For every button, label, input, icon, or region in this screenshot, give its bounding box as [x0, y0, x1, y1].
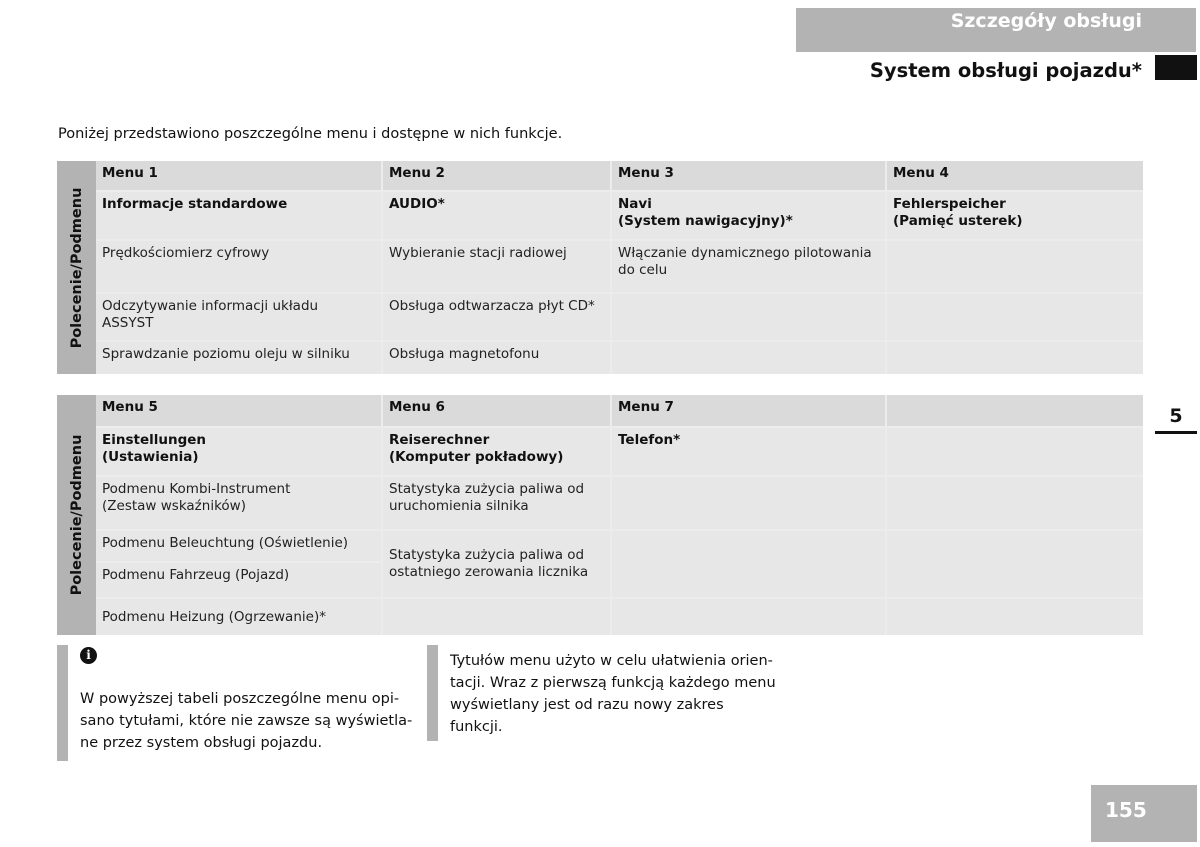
side-label-text: Polecenie/Podmenu [68, 434, 85, 596]
menu-title-4: Fehlerspeicher (Pamięć usterek) [887, 192, 1143, 239]
table-cell [887, 241, 1143, 292]
header-menu-5: Menu 5 [96, 395, 381, 426]
table-cell: Statystyka zużycia paliwa od uruchomienia silnika [383, 477, 610, 529]
header-menu-4: Menu 4 [887, 161, 1143, 190]
info-icon: i [80, 647, 97, 664]
table-cell [612, 599, 885, 635]
menu-title-7: Telefon* [612, 428, 885, 475]
table-cell: Obsługa odtwarzacza płyt CD* [383, 294, 610, 340]
note-text-right: Tytułów menu użyto w celu ułatwienia orien- tacji. Wraz z pierwszą funkcją każdego menu wyświetlany jest od razu nowy zakres funkcji. [450, 653, 776, 735]
header-empty [887, 395, 1143, 426]
menu-table-2 [57, 395, 1143, 635]
table-cell [887, 342, 1143, 374]
table-cell [612, 294, 885, 340]
table-cell: Wybieranie stacji radiowej [383, 241, 610, 292]
side-label-text: Polecenie/Podmenu [68, 187, 85, 348]
table-cell [887, 599, 1143, 635]
table-side-label [57, 161, 96, 374]
header-menu-2: Menu 2 [383, 161, 610, 190]
note-text-left: W powyższej tabeli poszczególne menu opi- sano tytułami, które nie zawsze są wyświetla- ne przez system obsługi pojazdu. [80, 691, 413, 751]
title-marker [1155, 55, 1197, 80]
table-cell-merged: Statystyka zużycia paliwa od ostatniego zerowania licznika [383, 531, 610, 597]
table-cell [887, 531, 1143, 597]
menu-title-2: AUDIO* [383, 192, 610, 239]
menu-title-3: Navi (System nawigacyjny)* [612, 192, 885, 239]
page-number: 155 [1105, 798, 1147, 822]
header-menu-6: Menu 6 [383, 395, 610, 426]
table-cell [887, 477, 1143, 529]
table-side-label [57, 395, 96, 635]
note-bar-left [57, 645, 68, 761]
menu-title-5: Einstellungen (Ustawienia) [96, 428, 381, 475]
table-cell: Sprawdzanie poziomu oleju w silniku [96, 342, 381, 374]
menu-table-1 [57, 161, 1143, 374]
header-menu-7: Menu 7 [612, 395, 885, 426]
table-cell: Podmenu Heizung (Ogrzewanie)* [96, 599, 381, 635]
table-cell [887, 294, 1143, 340]
table-cell: Prędkościomierz cyfrowy [96, 241, 381, 292]
intro-text: Poniżej przedstawiono poszczególne menu i dostępne w nich funkcje. [58, 126, 563, 142]
section-title: Szczegóły obsługi [950, 10, 1142, 32]
table-cell [612, 531, 885, 597]
table-cell [612, 342, 885, 374]
menu-title-1: Informacje standardowe [96, 192, 381, 239]
table-cell [612, 477, 885, 529]
table-cell: Włączanie dynamicznego pilotowania do celu [612, 241, 885, 292]
table-cell: Podmenu Beleuchtung (Oświetlenie) [96, 531, 381, 561]
table-cell: Podmenu Fahrzeug (Pojazd) [96, 563, 381, 597]
page-title: System obsługi pojazdu* [869, 59, 1142, 82]
header-menu-3: Menu 3 [612, 161, 885, 190]
menu-title-empty [887, 428, 1143, 475]
table-cell: Odczytywanie informacji układu ASSYST [96, 294, 381, 340]
table-cell: Podmenu Kombi-Instrument (Zestaw wskaźników) [96, 477, 381, 529]
table-cell [383, 599, 610, 635]
table-cell: Obsługa magnetofonu [383, 342, 610, 374]
header-menu-1: Menu 1 [96, 161, 381, 190]
chapter-tab: 5 [1155, 401, 1197, 434]
menu-title-6: Reiserechner (Komputer pokładowy) [383, 428, 610, 475]
note-bar-right [427, 645, 438, 741]
